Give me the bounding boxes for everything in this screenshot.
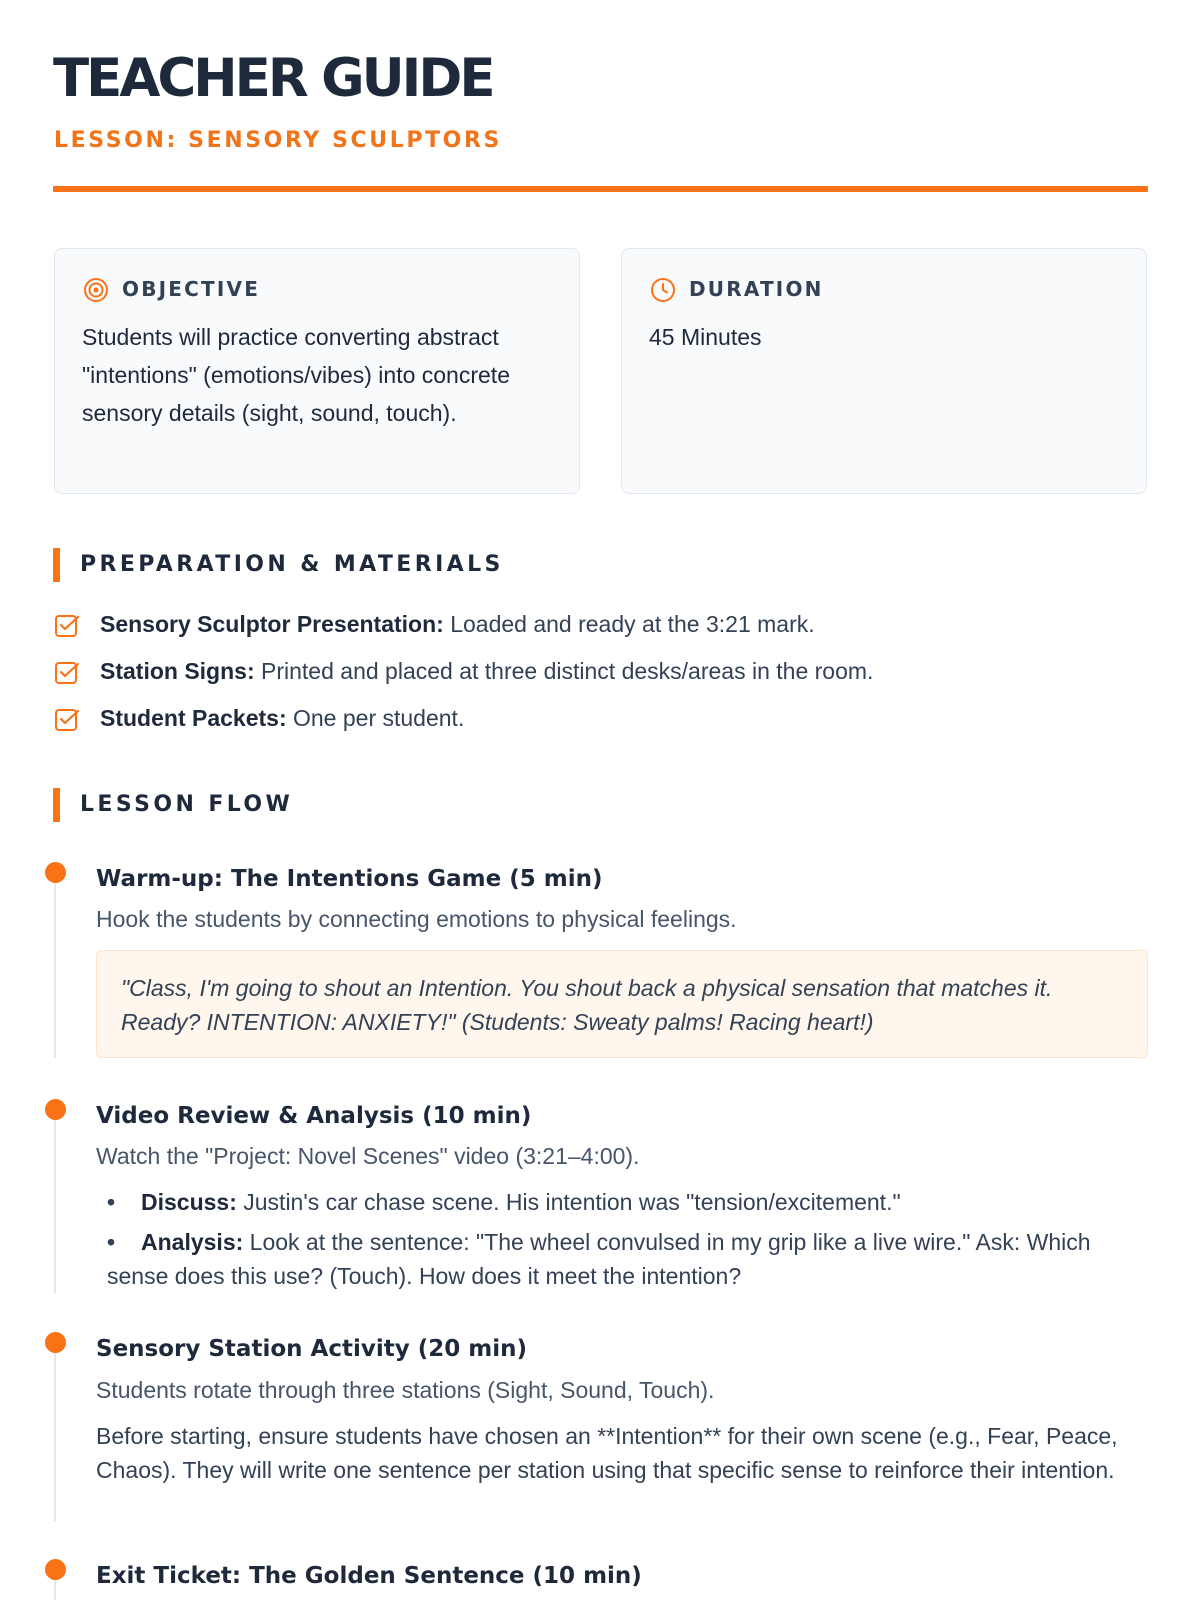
target-icon [83,277,109,303]
objective-card [54,248,580,494]
material-label: Student Packets: [100,705,287,731]
bullet-label: Analysis: [141,1229,244,1255]
timeline-line [54,882,56,1058]
step-description: Hook the students by connecting emotions to physical feelings. [96,906,737,932]
objective-text: Students will practice converting abstract "intentions" (emotions/vibes) into concrete sensory details (sight, sound, touch). [82,324,510,426]
section-accent-bar [53,788,60,822]
checkbox-checked-icon [54,660,80,686]
material-label: Sensory Sculptor Presentation: [100,611,444,637]
bullet-text: Justin's car chase scene. His intention was "tension/excitement." [236,1189,901,1215]
duration-label: DURATION [689,277,824,301]
timeline-dot [45,1559,66,1580]
list-item [107,1225,1147,1293]
header-divider [53,186,1148,192]
timeline-dot [45,1332,66,1353]
teacher-script-quote: "Class, I'm going to shout an Intention. You shout back a physical sensation that matches it. Ready? INTENTION: ANXIETY!" (Students: Sweaty palms! Racing heart!) [96,950,1148,1058]
material-detail: One per student. [286,705,465,731]
step-paragraph: Before starting, ensure students have chosen an **Intention** for their own scene (e.g., Fear, Peace, Chaos). They will write one sentence per station using that specific sense to reinforce their intention. [96,1423,1118,1483]
timeline-line [54,1351,56,1521]
step-title: Exit Ticket: The Golden Sentence (10 min) [96,1563,642,1589]
timeline-dot [45,862,66,883]
list-item [107,1185,1147,1219]
bullet-text: Look at the sentence: "The wheel convulsed in my grip like a live wire." Ask: Which sense does this use? (Touch). How does it meet the intention? [107,1229,1091,1289]
objective-label: OBJECTIVE [122,277,261,301]
step-title: Video Review & Analysis (10 min) [96,1103,532,1129]
duration-card [621,248,1147,494]
material-item [54,701,1144,741]
checkbox-checked-icon [54,707,80,733]
step-title: Sensory Station Activity (20 min) [96,1336,527,1362]
material-text [100,658,873,685]
material-item [54,607,1144,647]
clock-icon [650,277,676,303]
timeline-line [54,1578,56,1600]
material-detail: Loaded and ready at the 3:21 mark. [443,611,815,637]
checkbox-checked-icon [54,613,80,639]
bullet-marker: • [107,1229,116,1255]
step-description: Watch the "Project: Novel Scenes" video (3:21–4:00). [96,1143,640,1169]
page-title: TEACHER GUIDE [53,48,493,109]
bullet-marker: • [107,1189,116,1215]
timeline-dot [45,1099,66,1120]
material-label: Station Signs: [100,658,255,684]
material-text [100,611,815,638]
material-text [100,705,464,732]
bullet-label: Discuss: [141,1189,237,1215]
section-accent-bar [53,548,60,582]
lesson-subtitle: LESSON: SENSORY SCULPTORS [54,128,502,153]
step-title: Warm-up: The Intentions Game (5 min) [96,866,603,892]
lesson-flow-heading: LESSON FLOW [80,792,294,817]
material-item [54,654,1144,694]
material-detail: Printed and placed at three distinct desks/areas in the room. [254,658,874,684]
duration-text: 45 Minutes [649,324,762,350]
step-description: Students rotate through three stations (Sight, Sound, Touch). [96,1377,715,1403]
preparation-heading: PREPARATION & MATERIALS [80,552,504,577]
timeline-line [54,1118,56,1293]
